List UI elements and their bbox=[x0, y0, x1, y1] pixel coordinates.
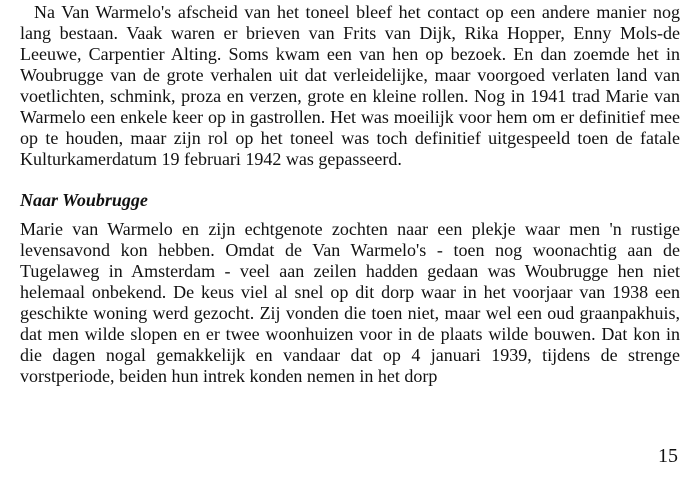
page-number: 15 bbox=[658, 445, 678, 467]
paragraph-naar-woubrugge: Marie van Warmelo en zijn echtgenote zochten naar een plekje waar men 'n rustige levensavond kon hebben. Omdat de Van Warmelo's - toen nog woonachtig aan de Tugelaweg in Amsterdam - veel aan zeilen hadden gedaan was Woubrugge hen niet helemaal onbekend. De keus viel al snel op dit dorp waar in het voorjaar van 1938 een geschikte woning werd gezocht. Zij vonden die toen niet, maar wel een oud graanpakhuis, dat men wilde slopen en er twee woonhuizen voor in de plaats wilde bouwen. Dat kon in die dagen nogal gemakkelijk en vandaar dat op 4 januari 1939, tijdens de strenge vorstperiode, beiden hun intrek konden nemen in het dorp bbox=[20, 219, 680, 386]
section-heading: Naar Woubrugge bbox=[20, 190, 148, 210]
paragraph-theatre-farewell: Na Van Warmelo's afscheid van het toneel bleef het contact op een andere manier nog lang bestaan. Vaak waren er brieven van Frits van Dijk, Rika Hopper, Enny Mols-de Leeuwe, Carpentier Alting. Soms kwam een van hen op bezoek. En dan zoemde het in Woubrugge van de grote verhalen uit dat verleidelijke, maar voorgoed verlaten land van voetlichten, schmink, proza en verzen, grote en kleine rollen. Nog in 1941 trad Marie van Warmelo een enkele keer op in gastrollen. Het was moeilijk voor hem om er definitief mee op te houden, maar zijn rol op het toneel was toch definitief uitgespeeld toen de fatale Kulturkamerdatum 19 februari 1942 was gepasseerd. bbox=[20, 2, 680, 169]
page-body bbox=[20, 2, 680, 387]
